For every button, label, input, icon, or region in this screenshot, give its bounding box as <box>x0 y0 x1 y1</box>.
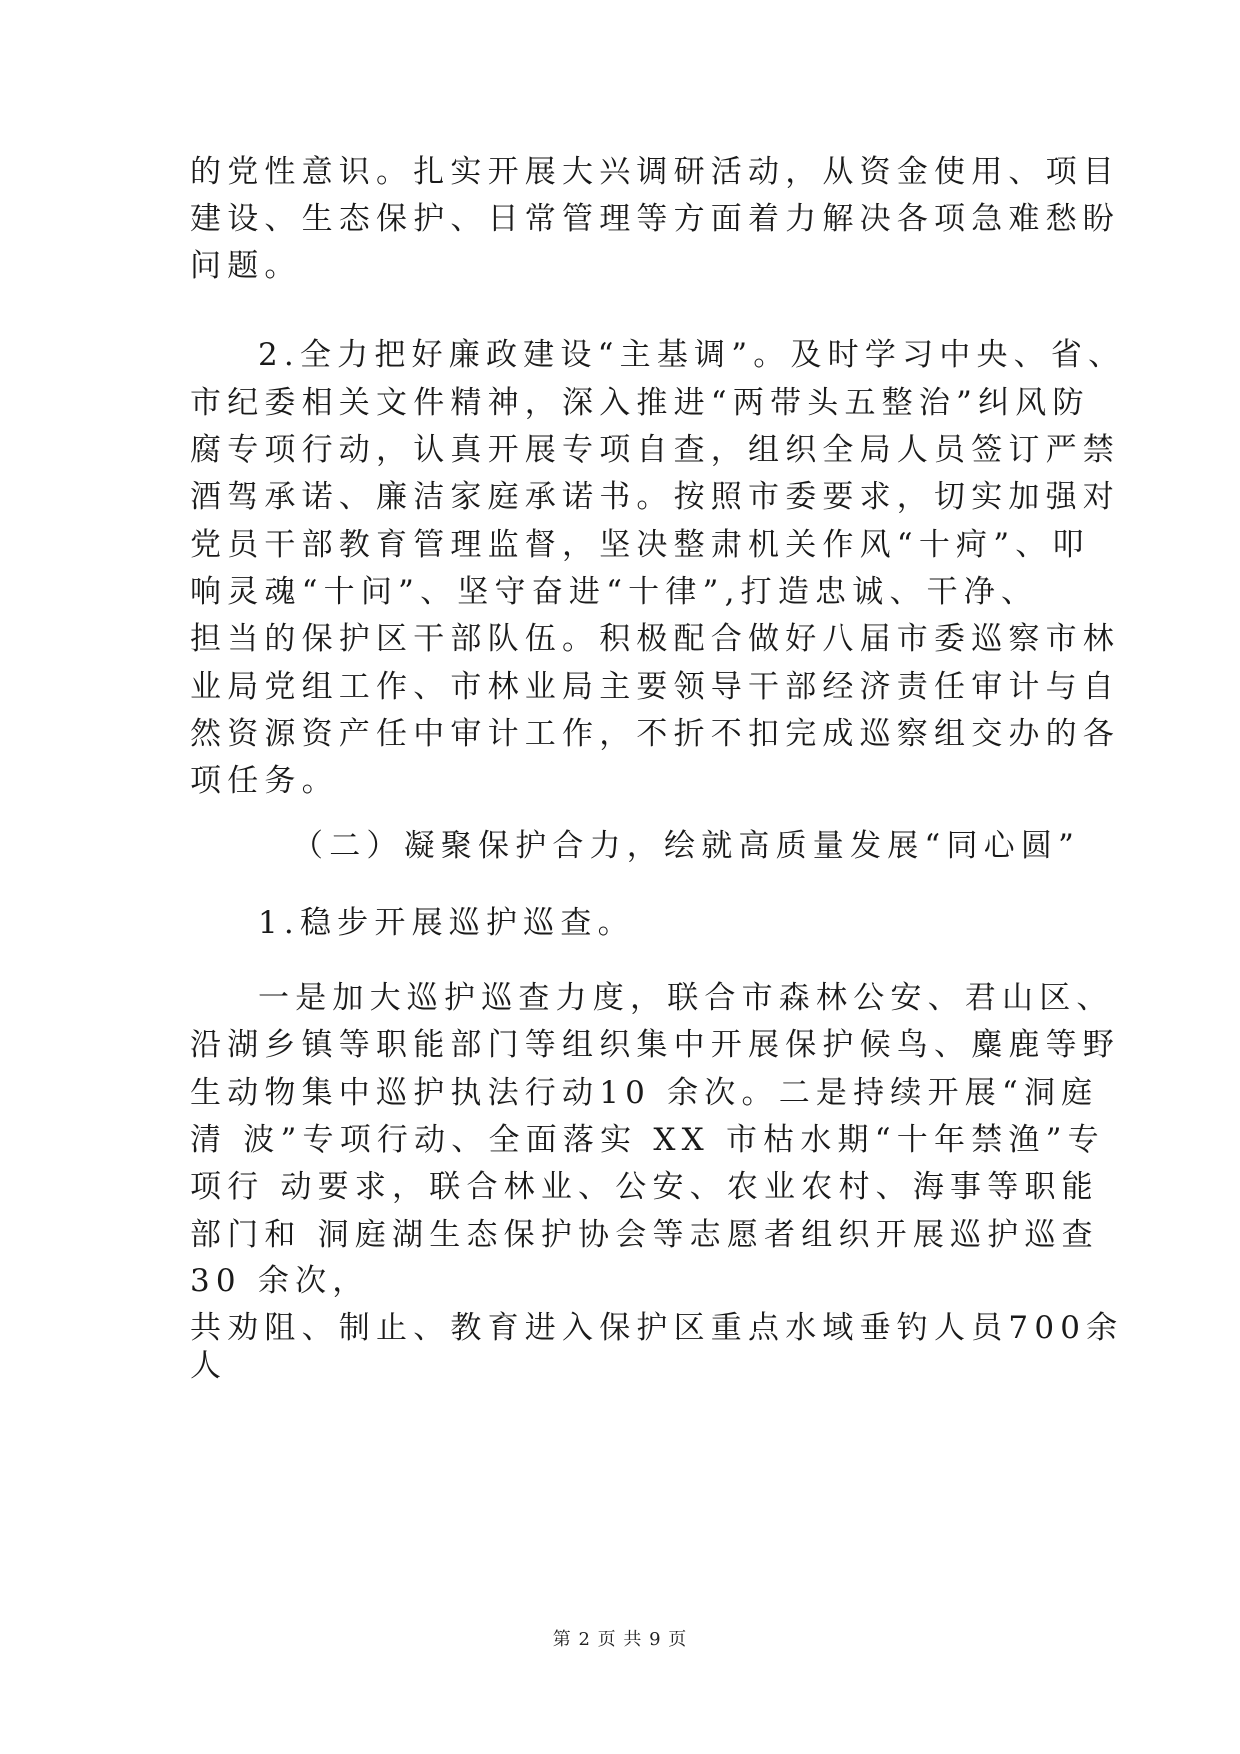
body-text-line: 人 <box>190 1348 228 1384</box>
body-text-line: 业局党组工作、市林业局主要领导干部经济责任审计与自 <box>190 669 1120 705</box>
body-text-line: 响灵魂“十问”、坚守奋进“十律”,打造忠诚、干净、 <box>190 574 1039 610</box>
body-text-line: 项任务。 <box>190 763 339 799</box>
body-text-line: 生动物集中巡护执法行动10 余次。二是持续开展“洞庭 <box>190 1075 1099 1111</box>
body-text-line: 担当的保护区干部队伍。积极配合做好八届市委巡察市林 <box>190 621 1120 657</box>
body-text-line: 清 波”专项行动、全面落实 XX 市枯水期“十年禁渔”专 <box>190 1122 1105 1158</box>
body-text-line: 市纪委相关文件精神，深入推进“两带头五整治”纠风防 <box>190 385 1090 421</box>
body-text-line: 部门和 洞庭湖生态保护协会等志愿者组织开展巡护巡查 <box>190 1217 1099 1253</box>
body-text-line: 一是加大巡护巡查力度，联合市森林公安、君山区、 <box>258 980 1114 1016</box>
section-heading: （二）凝聚保护合力，绘就高质量发展“同心圆” <box>292 828 1081 864</box>
subsection-heading: 1.稳步开展巡护巡查。 <box>258 905 635 941</box>
body-text-line: 项行 动要求，联合林业、公安、农业农村、海事等职能 <box>190 1169 1099 1205</box>
body-text-line: 问题。 <box>190 248 302 284</box>
section-item-heading: 2.全力把好廉政建设“主基调”。及时学习中央、省、 <box>258 337 1126 373</box>
body-text-line: 沿湖乡镇等职能部门等组织集中开展保护候鸟、麋鹿等野 <box>190 1027 1120 1063</box>
page-number-footer: 第 2 页 共 9 页 <box>552 1629 688 1650</box>
body-text-line: 建设、生态保护、日常管理等方面着力解决各项急难愁盼 <box>190 201 1120 237</box>
body-text-line: 共劝阻、制止、教育进入保护区重点水域垂钓人员700余 <box>190 1310 1124 1346</box>
body-text-line: 30 余次， <box>190 1263 370 1299</box>
body-text-line: 酒驾承诺、廉洁家庭承诺书。按照市委要求，切实加强对 <box>190 479 1120 515</box>
body-text-line: 党员干部教育管理监督，坚决整肃机关作风“十疴”、叩 <box>190 527 1090 563</box>
body-text-line: 的党性意识。扎实开展大兴调研活动，从资金使用、项目 <box>190 154 1120 190</box>
body-text-line: 然资源资产任中审计工作，不折不扣完成巡察组交办的各 <box>190 716 1120 752</box>
body-text-line: 腐专项行动，认真开展专项自查，组织全局人员签订严禁 <box>190 432 1120 468</box>
